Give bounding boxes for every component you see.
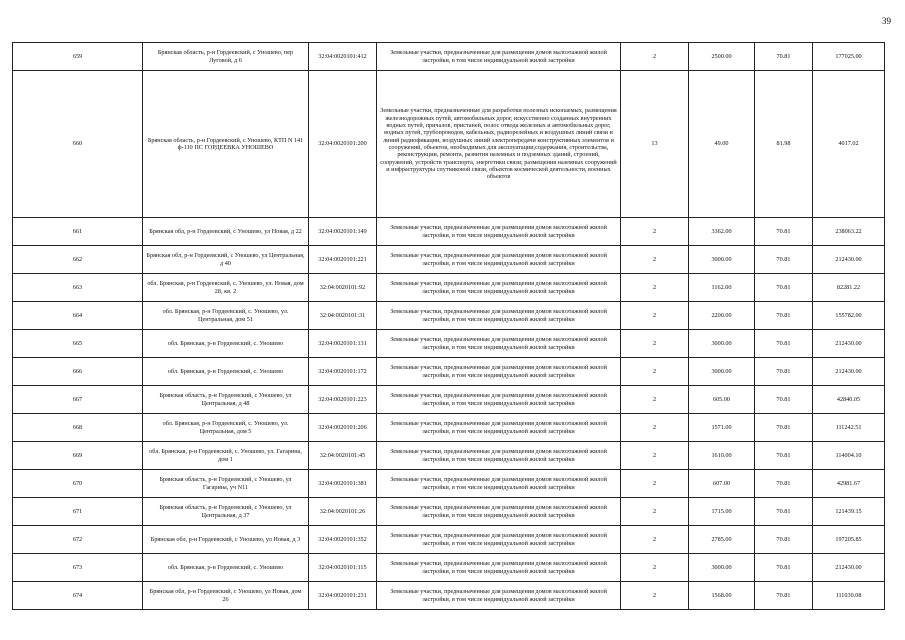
table-row: [13, 414, 885, 442]
specific-value-cell: 70.81: [755, 526, 813, 554]
land-use-cell: Земельные участки, предназначенные для размещения домов малоэтажной жилой застройки, в том числе индивидуальной жилой застройки: [377, 386, 621, 414]
row-number-cell: 672: [13, 526, 143, 554]
specific-value-cell: 70.81: [755, 414, 813, 442]
cadastral-number-cell: 32:04:0020101:412: [309, 43, 377, 71]
cadastral-number-cell: 32:04:0020101:115: [309, 554, 377, 582]
area-cell: 1162.00: [689, 274, 755, 302]
use-group-cell: 2: [621, 246, 689, 274]
cadastral-number-cell: 32:04:0020101:131: [309, 330, 377, 358]
specific-value-cell: 70.81: [755, 302, 813, 330]
address-cell: обл. Брянская, р-н Гордеевский, с. Уношево: [143, 358, 309, 386]
cadastral-value-cell: 212430.00: [813, 246, 885, 274]
address-cell: обл. Брянская, р-н Гордеевский, с. Уношево: [143, 330, 309, 358]
address-cell: Брянская область, р-н Гордеевский, с Уношево, ул Гагарина, уч N11: [143, 470, 309, 498]
table-row: [13, 218, 885, 246]
area-cell: 1610.00: [689, 442, 755, 470]
cadastral-number-cell: 32:04:0020101:92: [309, 274, 377, 302]
row-number-cell: 670: [13, 470, 143, 498]
area-cell: 3000.00: [689, 246, 755, 274]
page-number: 39: [882, 16, 891, 26]
cadastral-number-cell: 32:04:0020101:352: [309, 526, 377, 554]
cadastral-value-cell: 212430.00: [813, 358, 885, 386]
table-row: [13, 246, 885, 274]
table-row: [13, 330, 885, 358]
area-cell: 605.00: [689, 386, 755, 414]
specific-value-cell: 70.81: [755, 246, 813, 274]
table-row: [13, 442, 885, 470]
specific-value-cell: 70.81: [755, 43, 813, 71]
specific-value-cell: 70.81: [755, 358, 813, 386]
use-group-cell: 2: [621, 43, 689, 71]
use-group-cell: 2: [621, 498, 689, 526]
specific-value-cell: 70.81: [755, 330, 813, 358]
use-group-cell: 13: [621, 71, 689, 218]
cadastral-value-cell: 4017.02: [813, 71, 885, 218]
address-cell: обл. Брянская, р-н Гордеевский, с. Уношево: [143, 554, 309, 582]
cadastral-value-cell: 121439.15: [813, 498, 885, 526]
address-cell: Брянская обл, р-н Гордеевский, с Уношево, ул Новая, д 22: [143, 218, 309, 246]
specific-value-cell: 70.81: [755, 218, 813, 246]
cadastral-value-cell: 42840.05: [813, 386, 885, 414]
use-group-cell: 2: [621, 302, 689, 330]
land-use-cell: Земельные участки, предназначенные для размещения домов малоэтажной жилой застройки, в том числе индивидуальной жилой застройки: [377, 330, 621, 358]
table-row: [13, 582, 885, 610]
cadastral-value-cell: 111030.08: [813, 582, 885, 610]
address-cell: Брянская область, р-н Гордеевский, с Уношево, пер Луговой, д 6: [143, 43, 309, 71]
cadastral-value-cell: 114004.10: [813, 442, 885, 470]
row-number-cell: 668: [13, 414, 143, 442]
row-number-cell: 663: [13, 274, 143, 302]
cadastral-number-cell: 32:04:0020101:172: [309, 358, 377, 386]
row-number-cell: 664: [13, 302, 143, 330]
cadastral-value-cell: 212430.00: [813, 554, 885, 582]
specific-value-cell: 81.98: [755, 71, 813, 218]
land-parcel-table: [12, 42, 885, 610]
area-cell: 2785.00: [689, 526, 755, 554]
address-cell: обл. Брянская, р-н Гордеевский, с. Уношево, ул. Гагарина, дом 1: [143, 442, 309, 470]
address-cell: Брянская область, р-н Гордеевский, с Уношево, ул Центральная, д 37: [143, 498, 309, 526]
specific-value-cell: 70.81: [755, 386, 813, 414]
row-number-cell: 659: [13, 43, 143, 71]
cadastral-value-cell: 42981.67: [813, 470, 885, 498]
use-group-cell: 2: [621, 442, 689, 470]
area-cell: 3000.00: [689, 330, 755, 358]
row-number-cell: 662: [13, 246, 143, 274]
land-use-cell: Земельные участки, предназначенные для размещения домов малоэтажной жилой застройки, в том числе индивидуальной жилой застройки: [377, 246, 621, 274]
cadastral-number-cell: 32:04:0020101:381: [309, 470, 377, 498]
address-cell: Брянская обл, р-н Гордеевский, с Уношево, ул Новая, д 3: [143, 526, 309, 554]
cadastral-value-cell: 111242.51: [813, 414, 885, 442]
row-number-cell: 674: [13, 582, 143, 610]
cadastral-number-cell: 32:04:0020101:221: [309, 246, 377, 274]
cadastral-number-cell: 32:04:0020101:223: [309, 386, 377, 414]
use-group-cell: 2: [621, 414, 689, 442]
area-cell: 3362.00: [689, 218, 755, 246]
address-cell: обл. Брянская, р-н Гордеевский, с. Уношево, ул. Центральная, дом 5: [143, 414, 309, 442]
address-cell: Брянская обл, р-н Гордеевский, с Уношево, ул Центральная, д 40: [143, 246, 309, 274]
address-cell: обл. Брянская, р-н Гордеевский, с. Уношево, ул. Центральная, дом 51: [143, 302, 309, 330]
area-cell: 607.00: [689, 470, 755, 498]
specific-value-cell: 70.81: [755, 554, 813, 582]
table-row: [13, 498, 885, 526]
land-use-cell: Земельные участки, предназначенные для разработки полезных ископаемых, размещения железнодорожных путей, автомобильных дорог, искусственно созданных внутренних водных путей, причалов, пристаней, полос отвода железных и автомобильных дорог, водных путей, трубопроводов, кабельных, радиорелейных и воздушных линий связи и линий радиофикации, воздушных линий электропередачи конструктивных элементов и сооружений, объектов, необходимых для эксплуатации,содержания, строительства, реконструкции, ремонта, развития наземных и подземных зданий, строений, сооружений, устройств транспорта, энергетики связи; размещения наземных сооружений и инфраструктуры спутниковой связи, объектов космической деятельности, военных объектов: [377, 71, 621, 218]
area-cell: 2200.00: [689, 302, 755, 330]
land-use-cell: Земельные участки, предназначенные для размещения домов малоэтажной жилой застройки, в том числе индивидуальной жилой застройки: [377, 218, 621, 246]
specific-value-cell: 70.81: [755, 274, 813, 302]
table-row: [13, 358, 885, 386]
address-cell: обл. Брянская, р-н Гордеевский, с. Уношево, ул. Новая, дом 28, кв. 2: [143, 274, 309, 302]
use-group-cell: 2: [621, 218, 689, 246]
table-row: [13, 43, 885, 71]
specific-value-cell: 70.81: [755, 498, 813, 526]
table-row: [13, 71, 885, 218]
cadastral-value-cell: 82281.22: [813, 274, 885, 302]
land-use-cell: Земельные участки, предназначенные для размещения домов малоэтажной жилой застройки, в том числе индивидуальной жилой застройки: [377, 302, 621, 330]
table-row: [13, 386, 885, 414]
specific-value-cell: 70.81: [755, 442, 813, 470]
row-number-cell: 666: [13, 358, 143, 386]
cadastral-number-cell: 32:04:0020101:200: [309, 71, 377, 218]
cadastral-number-cell: 32:04:0020101:31: [309, 302, 377, 330]
use-group-cell: 2: [621, 582, 689, 610]
area-cell: 49.00: [689, 71, 755, 218]
use-group-cell: 2: [621, 330, 689, 358]
land-use-cell: Земельные участки, предназначенные для размещения домов малоэтажной жилой застройки, в том числе индивидуальной жилой застройки: [377, 43, 621, 71]
specific-value-cell: 70.81: [755, 470, 813, 498]
specific-value-cell: 70.81: [755, 582, 813, 610]
cadastral-value-cell: 212430.00: [813, 330, 885, 358]
table-row: [13, 302, 885, 330]
address-cell: Брянская область, р-н Гордеевский, с Уношево, ул Центральная, д 48: [143, 386, 309, 414]
cadastral-number-cell: 32:04:0020101:206: [309, 414, 377, 442]
use-group-cell: 2: [621, 386, 689, 414]
area-cell: 2500.00: [689, 43, 755, 71]
area-cell: 1715.00: [689, 498, 755, 526]
table-body: [13, 43, 885, 610]
land-use-cell: Земельные участки, предназначенные для размещения домов малоэтажной жилой застройки, в том числе индивидуальной жилой застройки: [377, 498, 621, 526]
address-cell: Брянская область, р-н Гордеевский, с Уношево, КТП N 141 ф-110 ПС ГОРДЕЕВКА УНОШЕВО: [143, 71, 309, 218]
table-row: [13, 274, 885, 302]
cadastral-number-cell: 32:04:0020101:26: [309, 498, 377, 526]
use-group-cell: 2: [621, 526, 689, 554]
use-group-cell: 2: [621, 470, 689, 498]
table-row: [13, 470, 885, 498]
land-use-cell: Земельные участки, предназначенные для размещения домов малоэтажной жилой застройки, в том числе индивидуальной жилой застройки: [377, 554, 621, 582]
row-number-cell: 665: [13, 330, 143, 358]
cadastral-value-cell: 155782.00: [813, 302, 885, 330]
table-row: [13, 554, 885, 582]
area-cell: 1568.00: [689, 582, 755, 610]
row-number-cell: 671: [13, 498, 143, 526]
row-number-cell: 673: [13, 554, 143, 582]
land-use-cell: Земельные участки, предназначенные для размещения домов малоэтажной жилой застройки, в том числе индивидуальной жилой застройки: [377, 414, 621, 442]
land-use-cell: Земельные участки, предназначенные для размещения домов малоэтажной жилой застройки, в том числе индивидуальной жилой застройки: [377, 582, 621, 610]
cadastral-number-cell: 32:04:0020101:45: [309, 442, 377, 470]
use-group-cell: 2: [621, 274, 689, 302]
cadastral-number-cell: 32:04:0020101:231: [309, 582, 377, 610]
area-cell: 1571.00: [689, 414, 755, 442]
cadastral-number-cell: 32:04:0020101:149: [309, 218, 377, 246]
land-use-cell: Земельные участки, предназначенные для размещения домов малоэтажной жилой застройки, в том числе индивидуальной жилой застройки: [377, 470, 621, 498]
area-cell: 3000.00: [689, 554, 755, 582]
use-group-cell: 2: [621, 554, 689, 582]
cadastral-value-cell: 197205.85: [813, 526, 885, 554]
land-use-cell: Земельные участки, предназначенные для размещения домов малоэтажной жилой застройки, в том числе индивидуальной жилой застройки: [377, 274, 621, 302]
land-use-cell: Земельные участки, предназначенные для размещения домов малоэтажной жилой застройки, в том числе индивидуальной жилой застройки: [377, 442, 621, 470]
row-number-cell: 661: [13, 218, 143, 246]
cadastral-value-cell: 177025.00: [813, 43, 885, 71]
land-use-cell: Земельные участки, предназначенные для размещения домов малоэтажной жилой застройки, в том числе индивидуальной жилой застройки: [377, 358, 621, 386]
address-cell: Брянская обл, р-н Гордеевский, с Уношево, ул Новая, дом 26: [143, 582, 309, 610]
land-use-cell: Земельные участки, предназначенные для размещения домов малоэтажной жилой застройки, в том числе индивидуальной жилой застройки: [377, 526, 621, 554]
area-cell: 3000.00: [689, 358, 755, 386]
row-number-cell: 660: [13, 71, 143, 218]
row-number-cell: 669: [13, 442, 143, 470]
use-group-cell: 2: [621, 358, 689, 386]
cadastral-value-cell: 238063.22: [813, 218, 885, 246]
row-number-cell: 667: [13, 386, 143, 414]
table-row: [13, 526, 885, 554]
